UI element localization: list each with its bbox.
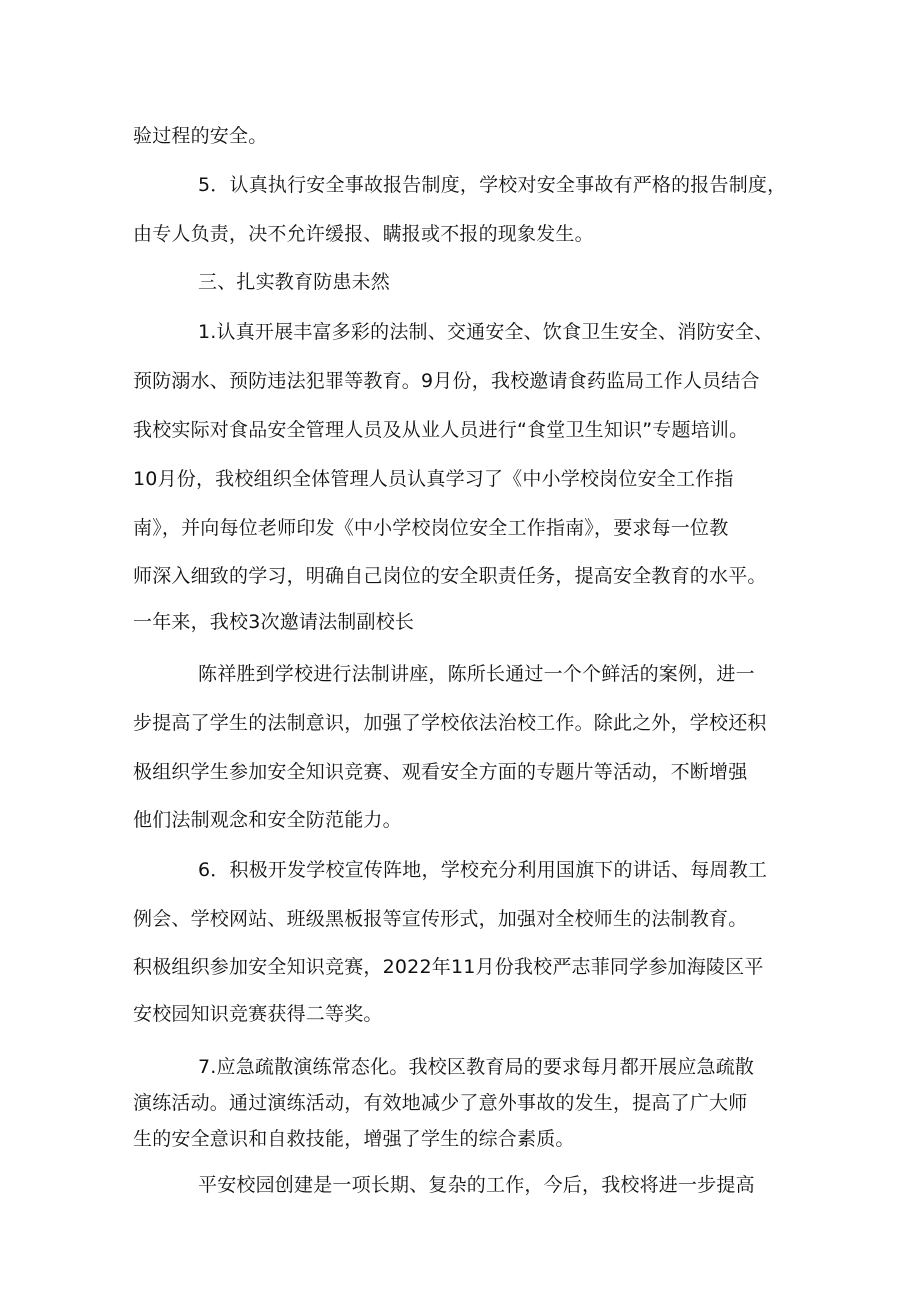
paragraph-line: 平安校园创建是一项长期、复杂的工作，今后，我校将进一步提高 (198, 1174, 755, 1196)
paragraph-line: 6．积极开发学校宣传阵地，学校充分利用国旗下的讲话、每周教工 (198, 859, 768, 881)
paragraph-line: 由专人负责，决不允许缓报、瞒报或不报的现象发生。 (133, 223, 594, 245)
paragraph-line: 极组织学生参加安全知识竞赛、观看安全方面的专题片等活动，不断增强 (133, 761, 748, 783)
paragraph-line: 我校实际对食品安全管理人员及从业人员进行“食堂卫生知识”专题培训。 (133, 419, 749, 441)
paragraph-line: 预防溺水、预防违法犯罪等教育。9月份，我校邀请食药监局工作人员结合 (133, 370, 760, 392)
paragraph-line: 积极组织参加安全知识竞赛，2022年11月份我校严志菲同学参加海陵区平 (133, 956, 764, 978)
paragraph-line: 他们法制观念和安全防范能力。 (133, 809, 402, 831)
paragraph-line: 安校园知识竞赛获得二等奖。 (133, 1003, 383, 1025)
paragraph-line: 陈祥胜到学校进行法制讲座，陈所长通过一个个鲜活的案例，进一 (198, 663, 755, 685)
paragraph-line: 步提高了学生的法制意识，加强了学校依法治校工作。除此之外，学校还积 (133, 712, 767, 734)
paragraph-line: 南》，并向每位老师印发《中小学校岗位安全工作指南》，要求每一位教 (133, 517, 729, 539)
paragraph-line: 7.应急疏散演练常态化。我校区教育局的要求每月都开展应急疏散 (198, 1056, 755, 1078)
paragraph-line: 例会、学校网站、班级黑板报等宣传形式，加强对全校师生的法制教育。 (133, 908, 748, 930)
paragraph-line: 师深入细致的学习，明确自己岗位的安全职责任务，提高安全教育的水平。 (133, 565, 767, 587)
paragraph-line: 生的安全意识和自救技能，增强了学生的综合素质。 (133, 1128, 575, 1150)
section-heading: 三、扎实教育防患未然 (198, 271, 391, 293)
paragraph-line: 10月份，我校组织全体管理人员认真学习了《中小学校岗位安全工作指 (133, 468, 734, 490)
paragraph-line: 5．认真执行安全事故报告制度，学校对安全事故有严格的报告制度， (198, 174, 787, 196)
paragraph-line: 1.认真开展丰富多彩的法制、交通安全、饮食卫生安全、消防安全、 (198, 321, 774, 343)
paragraph-line: 一年来，我校3次邀请法制副校长 (133, 611, 415, 633)
paragraph-line: 验过程的安全。 (133, 125, 268, 147)
paragraph-line: 演练活动。通过演练活动，有效地减少了意外事故的发生，提高了广大师 (133, 1092, 748, 1114)
